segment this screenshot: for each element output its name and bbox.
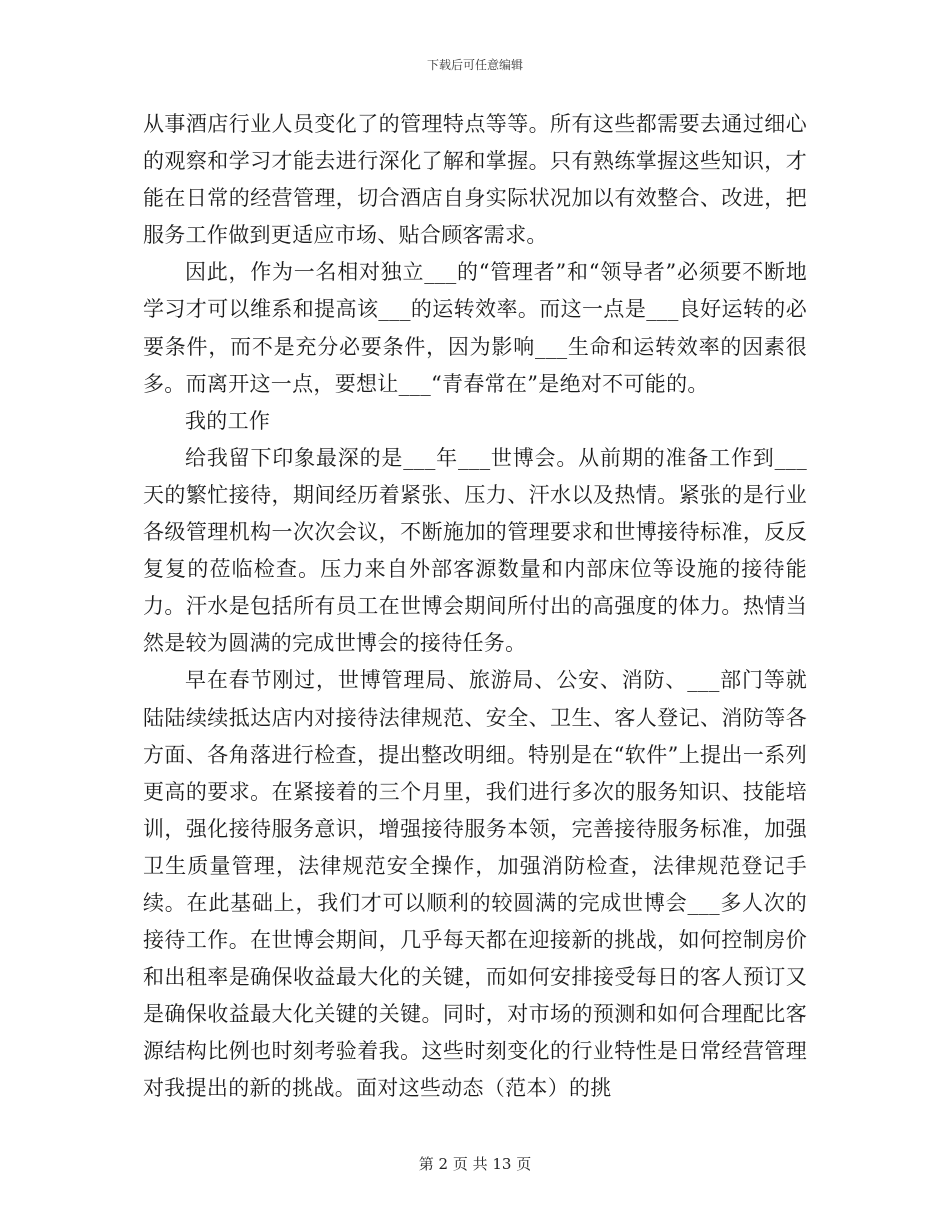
paragraph-3: 给我留下印象最深的是___年___世博会。从前期的准备工作到___天的繁忙接待，期间经历着紧张、压力、汗水以及热情。紧张的是行业各级管理机构一次次会议，不断施加的管理要求和世博接待标准，反反复复的莅临检查。压力来自外部客源数量和内部床位等设施的接待能力。汗水是包括所有员工在世博会期间所付出的高强度的体力。热情当然是较为圆满的完成世博会的接待任务。 (143, 445, 807, 656)
document-body (143, 106, 807, 1108)
section-heading: 我的工作 (185, 408, 271, 433)
page-number-footer: 第 2 页 共 13 页 (418, 1155, 532, 1173)
paragraph-4: 早在春节刚过，世博管理局、旅游局、公安、消防、___部门等就陆陆续续抵达店内对接待法律规范、安全、卫生、客人登记、消防等各方面、各角落进行检查，提出整改明细。特别是在“软件”上提出一系列更高的要求。在紧接着的三个月里，我们进行多次的服务知识、技能培训，强化接待服务意识，增强接待服务本领，完善接待服务标准，加强卫生质量管理，法律规范安全操作，加强消防检查，法律规范登记手续。在此基础上，我们才可以顺利的较圆满的完成世博会___多人次的接待工作。在世博会期间，几乎每天都在迎接新的挑战，如何控制房价和出租率是确保收益最大化的关键，而如何安排接受每日的客人预订又是确保收益最大化关键的关键。同时，对市场的预测和如何合理配比客源结构比例也时刻考验着我。这些时刻变化的行业特性是日常经营管理对我提出的新的挑战。面对这些动态（范本）的挑 (143, 668, 807, 1101)
paragraph-1: 从事酒店行业人员变化了的管理特点等等。所有这些都需要去通过细心的观察和学习才能去进行深化了解和掌握。只有熟练掌握这些知识，才能在日常的经营管理，切合酒店自身实际状况加以有效整合、改进，把服务工作做到更适应市场、贴合顾客需求。 (143, 112, 807, 248)
paragraph-2: 因此，作为一名相对独立___的“管理者”和“领导者”必须要不断地学习才可以维系和提高该___的运转效率。而这一点是___良好运转的必要条件，而不是充分必要条件，因为影响___生命和运转效率的因素很多。而离开这一点，要想让___“青春常在”是绝对不可能的。 (143, 260, 807, 396)
page-header: 下载后可任意编辑 (426, 58, 523, 72)
